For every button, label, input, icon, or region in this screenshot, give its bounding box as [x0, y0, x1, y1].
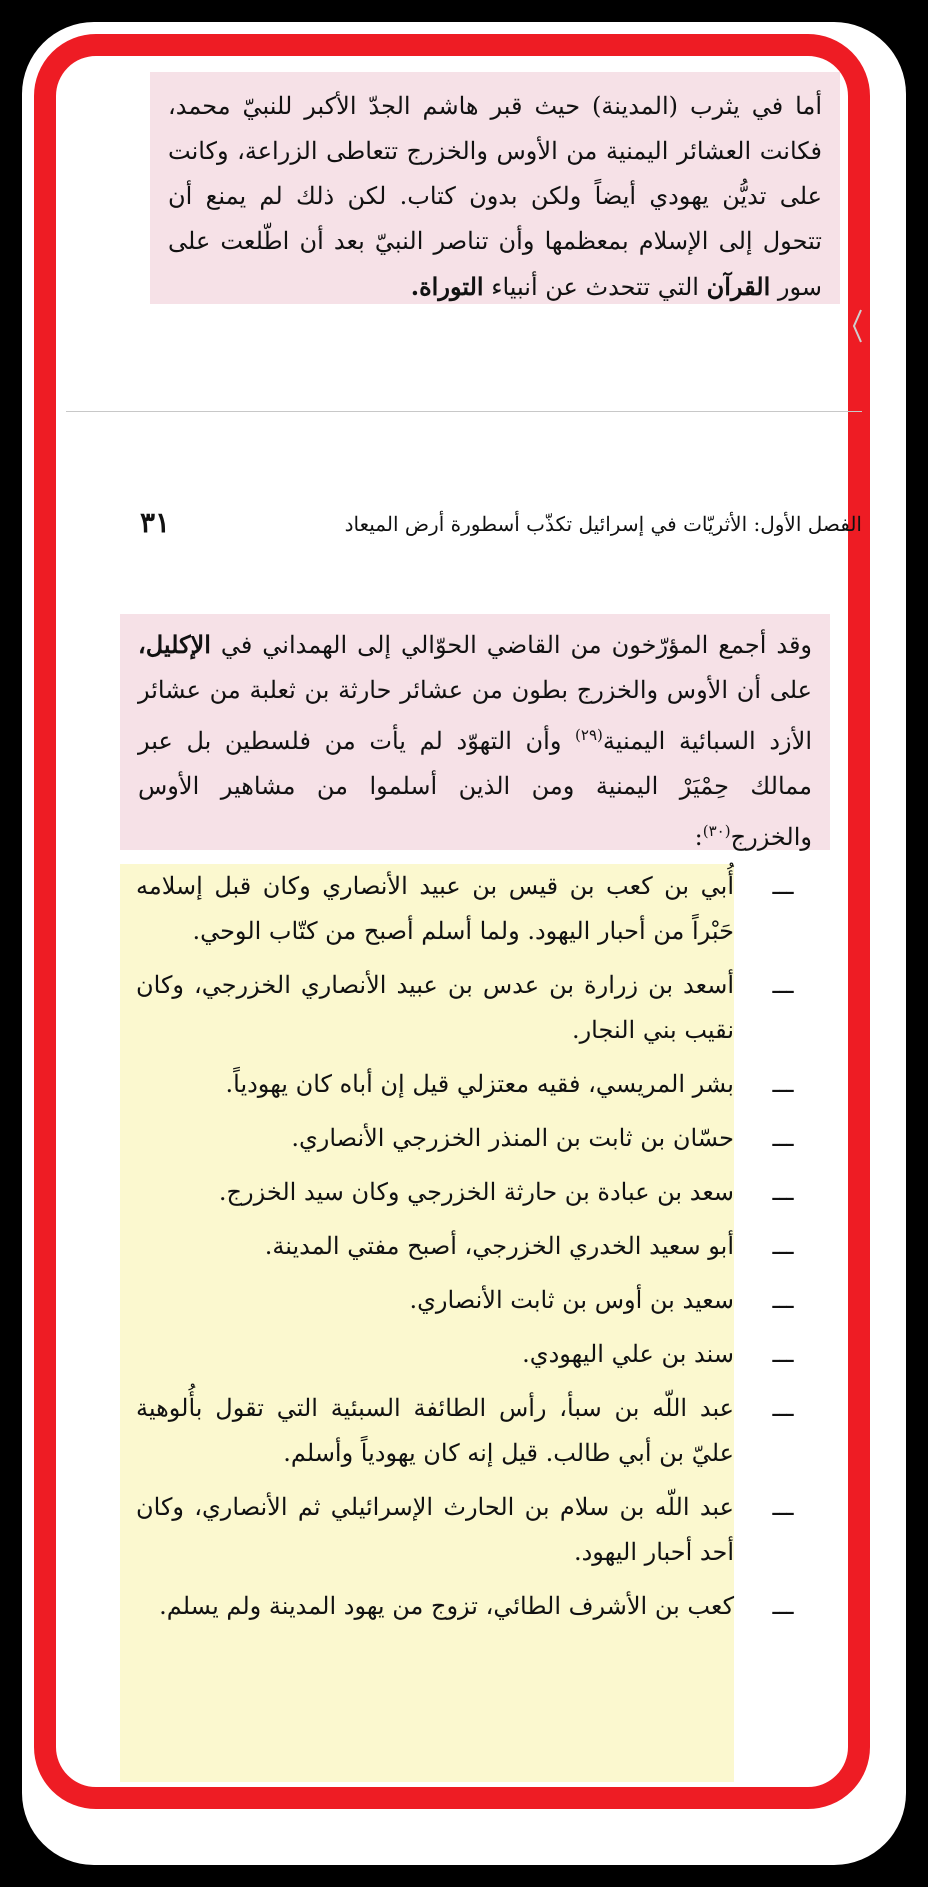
- list-item: [120, 1170, 824, 1215]
- list-item-text: عبد اللّه بن سلام بن الحارث الإسرائيلي ثم الأنصاري، وكان أحد أحبار اليهود.: [136, 1493, 734, 1566]
- list-item: [120, 864, 824, 954]
- list-item-text: حسّان بن ثابت بن المنذر الخزرجي الأنصاري.: [291, 1124, 734, 1152]
- people-list: [120, 864, 824, 1638]
- page-divider: [66, 411, 862, 412]
- list-item: [120, 1116, 824, 1161]
- list-dash: ـــ: [772, 1232, 794, 1260]
- page-number: ٣١: [140, 506, 171, 539]
- list-item: [120, 1584, 824, 1629]
- book-page: [66, 58, 862, 1818]
- top-excerpt-bold-1: القرآن: [706, 272, 771, 301]
- top-excerpt-text-1: أما في يثرب (المدينة) حيث قبر هاشم الجدّ الأكبر للنبيّ محمد، فكانت العشائر اليمنية من الأوس والخزرج تتعاطى الزراعة، وكانت على تديُّن يهودي أيضاً ولكن بدون كتاب. لكن ذلك لم يمنع أن تتحول إلى الإسلام بمعظمها وأن تناصر النبيّ بعد أن اطّلعت على سور: [168, 92, 822, 301]
- middle-paragraph-highlight: [120, 614, 830, 850]
- list-dash: ـــ: [772, 1178, 794, 1206]
- list-item-text: أسعد بن زرارة بن عدس بن عبيد الأنصاري الخزرجي، وكان نقيب بني النجار.: [136, 971, 734, 1044]
- list-dash: ـــ: [772, 872, 794, 900]
- list-item-text: عبد اللّه بن سبأ، رأس الطائفة السبئية التي تقول بأُلوهية عليّ بن أبي طالب. قيل إنه كان يهودياً وأسلم.: [136, 1394, 735, 1467]
- list-dash: ـــ: [772, 1592, 794, 1620]
- footnote-ref-29[interactable]: (٢٩): [575, 726, 603, 744]
- list-item: [120, 1332, 824, 1377]
- middle-text-4: :: [694, 823, 703, 851]
- footnote-ref-30[interactable]: (٣٠): [702, 822, 731, 840]
- list-dash: ـــ: [772, 1124, 794, 1152]
- list-item: [120, 963, 824, 1053]
- list-item-text: أبو سعيد الخدري الخزرجي، أصبح مفتي المدينة.: [264, 1232, 734, 1260]
- list-item-text: بشر المريسي، فقيه معتزلي قيل إن أباه كان يهودياً.: [225, 1070, 734, 1098]
- list-item-text: سعيد بن أوس بن ثابت الأنصاري.: [409, 1286, 734, 1314]
- list-item-text: أُبي بن كعب بن قيس بن عبيد الأنصاري وكان قبل إسلامه حَبْراً من أحبار اليهود. ولما أسلم أصبح من كتّاب الوحي.: [136, 872, 734, 945]
- chapter-title: الفصل الأول: الأثريّات في إسرائيل تكذّب أسطورة أرض الميعاد: [344, 512, 862, 536]
- list-item: [120, 1224, 824, 1269]
- list-item-text: سعد بن عبادة بن حارثة الخزرجي وكان سيد الخزرج.: [218, 1178, 734, 1206]
- middle-bold-1: الإكليل،: [138, 630, 211, 659]
- list-item-text: كعب بن الأشرف الطائي، تزوج من يهود المدينة ولم يسلم.: [159, 1592, 734, 1620]
- list-dash: ـــ: [772, 1286, 794, 1314]
- page-header: [66, 506, 862, 546]
- list-item: [120, 1386, 824, 1476]
- top-excerpt-highlight: [150, 72, 840, 304]
- middle-text-3: وأن التهوّد لم يأت من فلسطين بل عبر ممالك حِمْيَرْ اليمنية ومن الذين أسلموا من مشاهير الأوس والخزرج: [138, 727, 812, 851]
- middle-text-2: على أن الأوس والخزرج بطون من عشائر حارثة بن ثعلبة من عشائر الأزد السبائية اليمنية: [138, 676, 812, 755]
- chevron-left-icon[interactable]: [852, 308, 862, 344]
- list-dash: ـــ: [772, 1340, 794, 1368]
- list-item: [120, 1278, 824, 1323]
- list-item: [120, 1485, 824, 1575]
- list-dash: ـــ: [772, 1070, 794, 1098]
- top-excerpt-bold-2: التوراة.: [410, 272, 484, 301]
- list-item-text: سند بن علي اليهودي.: [522, 1340, 734, 1368]
- list-dash: ـــ: [772, 1394, 794, 1422]
- list-dash: ـــ: [772, 971, 794, 999]
- list-item: [120, 1062, 824, 1107]
- list-dash: ـــ: [772, 1493, 794, 1521]
- middle-text-1: وقد أجمع المؤرّخون من القاضي الحوّالي إلى الهمداني في: [220, 631, 813, 659]
- top-excerpt-text-2: التي تتحدث عن أنبياء: [491, 273, 699, 301]
